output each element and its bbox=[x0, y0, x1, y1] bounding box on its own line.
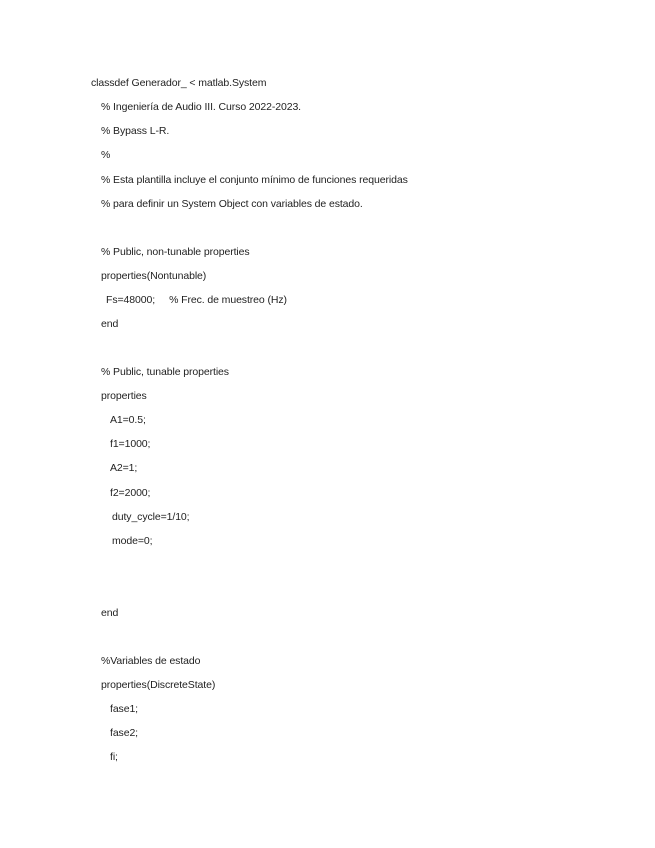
code-line-properties: properties bbox=[101, 390, 147, 402]
code-line-f1: f1=1000; bbox=[110, 438, 151, 450]
code-line-fi: fi; bbox=[110, 751, 118, 763]
code-line-duty-cycle: duty_cycle=1/10; bbox=[112, 511, 190, 523]
code-line-comment-template: % Esta plantilla incluye el conjunto mínimo de funciones requeridas bbox=[101, 174, 408, 186]
code-line-fase1: fase1; bbox=[110, 703, 139, 715]
code-line-comment-bypass: % Bypass L-R. bbox=[101, 125, 170, 137]
code-line-properties-nontunable: properties(Nontunable) bbox=[101, 270, 207, 282]
code-line-f2: f2=2000; bbox=[110, 487, 151, 499]
code-line-end-1: end bbox=[101, 318, 119, 330]
code-line-properties-discrete: properties(DiscreteState) bbox=[101, 679, 216, 691]
code-line-comment-course: % Ingeniería de Audio III. Curso 2022-2023. bbox=[101, 101, 302, 113]
code-line-fs: Fs=48000; % Frec. de muestreo (Hz) bbox=[106, 294, 287, 306]
code-line-comment-define: % para definir un System Object con variables de estado. bbox=[101, 198, 363, 210]
code-line-comment-tunable: % Public, tunable properties bbox=[101, 366, 229, 378]
code-line-comment-state: %Variables de estado bbox=[101, 655, 201, 667]
code-line-comment-blank: % bbox=[101, 149, 111, 161]
code-line-end-2: end bbox=[101, 607, 119, 619]
code-line-a1: A1=0.5; bbox=[110, 414, 146, 426]
code-line-a2: A2=1; bbox=[110, 462, 138, 474]
code-line-mode: mode=0; bbox=[112, 535, 153, 547]
code-line-classdef: classdef Generador_ < matlab.System bbox=[91, 77, 267, 89]
code-line-comment-nontunable: % Public, non-tunable properties bbox=[101, 246, 250, 258]
code-line-fase2: fase2; bbox=[110, 727, 139, 739]
